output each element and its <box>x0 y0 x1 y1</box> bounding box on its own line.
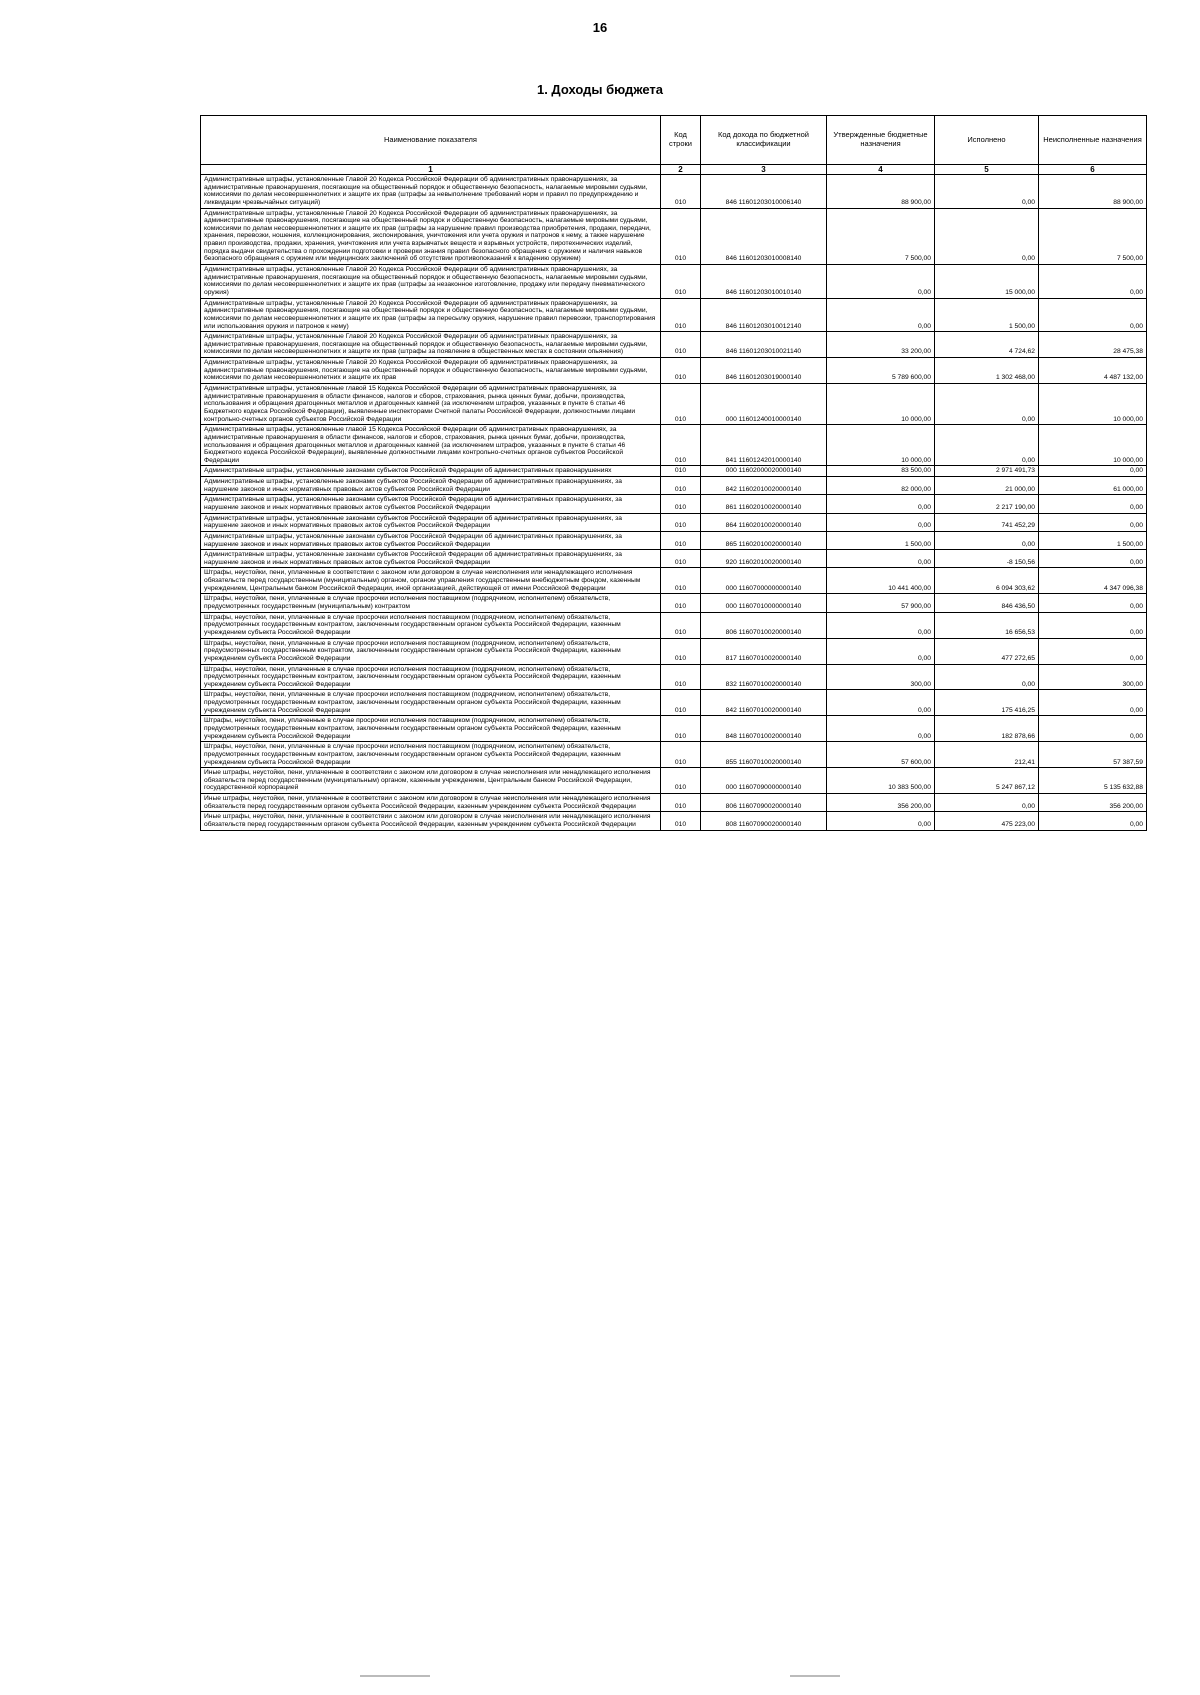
row-approved: 33 200,00 <box>827 332 935 358</box>
row-unexecuted: 4 347 096,38 <box>1039 568 1147 594</box>
row-name: Штрафы, неустойки, пени, уплаченные в случае просрочки исполнения поставщиком (подрядчиком, исполнителем) обязательств, предусмотренных государственным контрактом, заключенным государственным органом субъекта Российской Федерации, казенным учреждением субъекта Российской Федерации <box>201 742 661 768</box>
row-approved: 57 600,00 <box>827 742 935 768</box>
row-unexecuted: 0,00 <box>1039 550 1147 568</box>
row-income-code: 842 11602010020000140 <box>701 477 827 495</box>
column-number: 1 <box>201 165 661 175</box>
row-income-code: 846 11601203019000140 <box>701 358 827 384</box>
row-approved: 10 000,00 <box>827 384 935 425</box>
row-line-code: 010 <box>661 358 701 384</box>
row-income-code: 846 11601203010012140 <box>701 298 827 332</box>
row-line-code: 010 <box>661 466 701 477</box>
row-approved: 0,00 <box>827 513 935 531</box>
row-income-code: 000 11607000000000140 <box>701 568 827 594</box>
table-row <box>201 716 1147 742</box>
budget-income-table <box>200 115 1147 831</box>
column-number: 6 <box>1039 165 1147 175</box>
row-line-code: 010 <box>661 742 701 768</box>
row-executed: 846 436,50 <box>935 594 1039 612</box>
header-income-code: Код дохода по бюджетной классификации <box>701 116 827 165</box>
table-row <box>201 495 1147 513</box>
row-name: Административные штрафы, установленные Главой 20 Кодекса Российской Федерации об административных правонарушениях, за административные правонарушения, посягающие на общественный порядок и общественную безопасность, налагаемые мировыми судьями, комиссиями по делам несовершеннолетних и защите их прав (штрафы за невыполнение требований норм и правил по предупреждению и ликвидации чрезвычайных ситуаций) <box>201 175 661 209</box>
row-unexecuted: 0,00 <box>1039 265 1147 299</box>
column-number: 5 <box>935 165 1039 175</box>
row-executed: 6 094 303,62 <box>935 568 1039 594</box>
scan-mark-left <box>360 1675 430 1677</box>
row-executed: 21 000,00 <box>935 477 1039 495</box>
row-income-code: 920 11602010020000140 <box>701 550 827 568</box>
row-executed: 2 971 491,73 <box>935 466 1039 477</box>
row-unexecuted: 0,00 <box>1039 466 1147 477</box>
header-approved: Утвержденные бюджетные назначения <box>827 116 935 165</box>
table-row <box>201 175 1147 209</box>
table-header-row <box>201 116 1147 165</box>
row-unexecuted: 0,00 <box>1039 812 1147 830</box>
table-row <box>201 550 1147 568</box>
row-approved: 5 789 600,00 <box>827 358 935 384</box>
row-executed: 0,00 <box>935 175 1039 209</box>
row-unexecuted: 1 500,00 <box>1039 531 1147 549</box>
row-income-code: 846 11601203010006140 <box>701 175 827 209</box>
row-income-code: 806 11607090020000140 <box>701 794 827 812</box>
table-row <box>201 358 1147 384</box>
row-name: Административные штрафы, установленные главой 15 Кодекса Российской Федерации об административных правонарушениях, за административные правонарушения в области финансов, налогов и сборов, страхования, рынка ценных бумаг, добычи, производства, использования и обращения драгоценных металлов и драгоценных камней (за исключением штрафов, указанных в пункте 6 статьи 46 Бюджетного кодекса Российской Федерации), выявленные инспекторами Счетной палаты Российской Федерации, должностными лицами контрольно-счетных органов субъектов Российской Федерации <box>201 384 661 425</box>
table-row <box>201 664 1147 690</box>
page-number: 16 <box>592 20 608 35</box>
row-approved: 0,00 <box>827 265 935 299</box>
row-approved: 300,00 <box>827 664 935 690</box>
row-name: Штрафы, неустойки, пени, уплаченные в случае просрочки исполнения поставщиком (подрядчиком, исполнителем) обязательств, предусмотренных государственным контрактом, заключенным государственным органом субъекта Российской Федерации, казенным учреждением субъекта Российской Федерации <box>201 638 661 664</box>
table-row <box>201 466 1147 477</box>
row-executed: 2 217 190,00 <box>935 495 1039 513</box>
row-approved: 7 500,00 <box>827 208 935 264</box>
row-name: Административные штрафы, установленные законами субъектов Российской Федерации об административных правонарушениях, за нарушение законов и иных нормативных правовых актов субъектов Российской Федерации <box>201 477 661 495</box>
table-row <box>201 384 1147 425</box>
row-line-code: 010 <box>661 477 701 495</box>
column-number: 3 <box>701 165 827 175</box>
row-income-code: 842 11607010020000140 <box>701 690 827 716</box>
row-name: Административные штрафы, установленные Главой 20 Кодекса Российской Федерации об административных правонарушениях, за административные правонарушения, посягающие на общественный порядок и общественную безопасность, налагаемые мировыми судьями, комиссиями по делам несовершеннолетних и защите их прав (штрафы за пересылку оружия, нарушение правил перевозки, транспортирования или использования оружия и патронов к нему) <box>201 298 661 332</box>
row-income-code: 808 11607090020000140 <box>701 812 827 830</box>
row-income-code: 841 11601242010000140 <box>701 425 827 466</box>
document-title: 1. Доходы бюджета <box>536 82 664 97</box>
row-line-code: 010 <box>661 812 701 830</box>
row-income-code: 846 11601203010010140 <box>701 265 827 299</box>
row-approved: 356 200,00 <box>827 794 935 812</box>
row-income-code: 864 11602010020000140 <box>701 513 827 531</box>
row-name: Иные штрафы, неустойки, пени, уплаченные в соответствии с законом или договором в случае неисполнения или ненадлежащего исполнения обязательств перед государственным органом субъекта Российской Федерации, казенным учреждением субъекта Российской Федерации <box>201 794 661 812</box>
row-income-code: 855 11607010020000140 <box>701 742 827 768</box>
row-approved: 10 383 500,00 <box>827 768 935 794</box>
row-unexecuted: 5 135 632,88 <box>1039 768 1147 794</box>
table-row <box>201 638 1147 664</box>
row-unexecuted: 61 000,00 <box>1039 477 1147 495</box>
row-executed: 175 416,25 <box>935 690 1039 716</box>
row-approved: 0,00 <box>827 690 935 716</box>
row-line-code: 010 <box>661 594 701 612</box>
row-name: Административные штрафы, установленные главой 15 Кодекса Российской Федерации об административных правонарушениях, за административные правонарушения в области финансов, налогов и сборов, страхования, рынка ценных бумаг, добычи, производства, использования и обращения драгоценных металлов и драгоценных камней (за исключением штрафов, указанных в пункте 6 статьи 46 Бюджетного кодекса Российской Федерации), выявленные должностными лицами контрольно-счетных органов субъектов Российской Федерации <box>201 425 661 466</box>
row-line-code: 010 <box>661 768 701 794</box>
row-line-code: 010 <box>661 531 701 549</box>
row-income-code: 806 11607010020000140 <box>701 612 827 638</box>
row-name: Штрафы, неустойки, пени, уплаченные в случае просрочки исполнения поставщиком (подрядчиком, исполнителем) обязательств, предусмотренных государственным (муниципальным) контрактом <box>201 594 661 612</box>
table-row <box>201 425 1147 466</box>
row-unexecuted: 10 000,00 <box>1039 425 1147 466</box>
table-row <box>201 812 1147 830</box>
row-unexecuted: 7 500,00 <box>1039 208 1147 264</box>
row-approved: 0,00 <box>827 495 935 513</box>
row-income-code: 846 11601203010008140 <box>701 208 827 264</box>
header-line-code: Код строки <box>661 116 701 165</box>
row-unexecuted: 300,00 <box>1039 664 1147 690</box>
row-line-code: 010 <box>661 495 701 513</box>
row-income-code: 000 11607010000000140 <box>701 594 827 612</box>
row-line-code: 010 <box>661 425 701 466</box>
table-row <box>201 265 1147 299</box>
row-approved: 0,00 <box>827 298 935 332</box>
row-name: Штрафы, неустойки, пени, уплаченные в случае просрочки исполнения поставщиком (подрядчиком, исполнителем) обязательств, предусмотренных государственным контрактом, заключенным государственным органом субъекта Российской Федерации, казенным учреждением субъекта Российской Федерации <box>201 690 661 716</box>
column-number: 2 <box>661 165 701 175</box>
row-line-code: 010 <box>661 612 701 638</box>
table-row <box>201 794 1147 812</box>
row-unexecuted: 10 000,00 <box>1039 384 1147 425</box>
row-unexecuted: 0,00 <box>1039 495 1147 513</box>
row-name: Административные штрафы, установленные законами субъектов Российской Федерации об административных правонарушениях, за нарушение законов и иных нормативных правовых актов субъектов Российской Федерации <box>201 550 661 568</box>
row-name: Иные штрафы, неустойки, пени, уплаченные в соответствии с законом или договором в случае неисполнения или ненадлежащего исполнения обязательств перед государственным (муниципальным) органом, казенным учреждением, Центральным банком Российской Федерации, государственной корпорацией <box>201 768 661 794</box>
row-executed: 15 000,00 <box>935 265 1039 299</box>
row-executed: 475 223,00 <box>935 812 1039 830</box>
row-income-code: 865 11602010020000140 <box>701 531 827 549</box>
table-row <box>201 298 1147 332</box>
header-unexecuted: Неисполненные назначения <box>1039 116 1147 165</box>
row-line-code: 010 <box>661 690 701 716</box>
table-row <box>201 768 1147 794</box>
column-number-row <box>201 165 1147 175</box>
row-income-code: 832 11607010020000140 <box>701 664 827 690</box>
row-name: Штрафы, неустойки, пени, уплаченные в случае просрочки исполнения поставщиком (подрядчиком, исполнителем) обязательств, предусмотренных государственным контрактом, заключенным государственным органом субъекта Российской Федерации, казенным учреждением субъекта Российской Федерации <box>201 664 661 690</box>
row-income-code: 000 11607090000000140 <box>701 768 827 794</box>
row-approved: 0,00 <box>827 812 935 830</box>
row-unexecuted: 88 900,00 <box>1039 175 1147 209</box>
header-name: Наименование показателя <box>201 116 661 165</box>
row-line-code: 010 <box>661 384 701 425</box>
row-name: Штрафы, неустойки, пени, уплаченные в случае просрочки исполнения поставщиком (подрядчиком, исполнителем) обязательств, предусмотренных государственным контрактом, заключенным государственным органом субъекта Российской Федерации, казенным учреждением субъекта Российской Федерации <box>201 716 661 742</box>
header-executed: Исполнено <box>935 116 1039 165</box>
row-name: Административные штрафы, установленные Главой 20 Кодекса Российской Федерации об административных правонарушениях, за административные правонарушения, посягающие на общественный порядок и общественную безопасность, налагаемые мировыми судьями, комиссиями по делам несовершеннолетних и защите их прав (штрафы за появление в общественных местах в состоянии опьянения) <box>201 332 661 358</box>
table-row <box>201 690 1147 716</box>
row-name: Административные штрафы, установленные законами субъектов Российской Федерации об административных правонарушениях, за нарушение законов и иных нормативных правовых актов субъектов Российской Федерации <box>201 513 661 531</box>
table-row <box>201 531 1147 549</box>
row-executed: 1 302 468,00 <box>935 358 1039 384</box>
row-line-code: 010 <box>661 568 701 594</box>
row-line-code: 010 <box>661 265 701 299</box>
row-name: Административные штрафы, установленные Главой 20 Кодекса Российской Федерации об административных правонарушениях, за административные правонарушения, посягающие на общественный порядок и общественную безопасность, налагаемые мировыми судьями, комиссиями по делам несовершеннолетних и защите их прав <box>201 358 661 384</box>
row-name: Административные штрафы, установленные Главой 20 Кодекса Российской Федерации об административных правонарушениях, за административные правонарушения, посягающие на общественный порядок и общественную безопасность, налагаемые мировыми судьями, комиссиями по делам несовершеннолетних и защите их прав (штрафы за нарушение правил производства приобретения, продажи, передачи, хранения, перевозки, ношения, коллекционирования, экспонирования, уничтожения или учета оружия и патронов к нему, а также нарушение правил производства, продажи, хранения, уничтожения или учета взрывчатых веществ и взрывных устройств, пиротехнических изделий, порядка выдачи свидетельства о прохождении подготовки и проверки знания правил безопасного обращения с оружием и наличия навыков безопасного обращения с оружием или медицинских заключений об отсутствии противопоказаний к владению оружием) <box>201 208 661 264</box>
row-unexecuted: 0,00 <box>1039 690 1147 716</box>
row-unexecuted: 0,00 <box>1039 513 1147 531</box>
table-row <box>201 594 1147 612</box>
row-name: Штрафы, неустойки, пени, уплаченные в соответствии с законом или договором в случае неисполнения или ненадлежащего исполнения обязательств перед государственным (муниципальным) органом, органом управления государственным внебюджетным фондом, казенным учреждением, Центральным банком Российской Федерации, иной организацией, действующей от имени Российской Федерации <box>201 568 661 594</box>
row-line-code: 010 <box>661 513 701 531</box>
row-executed: 0,00 <box>935 425 1039 466</box>
row-executed: 16 656,53 <box>935 612 1039 638</box>
row-unexecuted: 28 475,38 <box>1039 332 1147 358</box>
row-executed: 0,00 <box>935 208 1039 264</box>
row-name: Административные штрафы, установленные законами субъектов Российской Федерации об административных правонарушениях <box>201 466 661 477</box>
table-row <box>201 742 1147 768</box>
row-unexecuted: 0,00 <box>1039 298 1147 332</box>
row-executed: 212,41 <box>935 742 1039 768</box>
row-unexecuted: 0,00 <box>1039 716 1147 742</box>
row-income-code: 000 11601240010000140 <box>701 384 827 425</box>
row-approved: 0,00 <box>827 716 935 742</box>
row-executed: 0,00 <box>935 531 1039 549</box>
row-approved: 57 900,00 <box>827 594 935 612</box>
scan-mark-right <box>790 1675 840 1677</box>
row-approved: 1 500,00 <box>827 531 935 549</box>
row-executed: 0,00 <box>935 384 1039 425</box>
row-line-code: 010 <box>661 175 701 209</box>
row-approved: 10 000,00 <box>827 425 935 466</box>
row-unexecuted: 4 487 132,00 <box>1039 358 1147 384</box>
row-line-code: 010 <box>661 332 701 358</box>
row-line-code: 010 <box>661 794 701 812</box>
row-line-code: 010 <box>661 664 701 690</box>
row-executed: 477 272,65 <box>935 638 1039 664</box>
row-executed: 5 247 867,12 <box>935 768 1039 794</box>
row-line-code: 010 <box>661 298 701 332</box>
row-approved: 10 441 400,00 <box>827 568 935 594</box>
row-approved: 0,00 <box>827 612 935 638</box>
row-approved: 82 000,00 <box>827 477 935 495</box>
row-line-code: 010 <box>661 716 701 742</box>
row-name: Административные штрафы, установленные Главой 20 Кодекса Российской Федерации об административных правонарушениях, за административные правонарушения, посягающие на общественный порядок и общественную безопасность, налагаемые мировыми судьями, комиссиями по делам несовершеннолетних и защите их прав (штрафы за незаконное изготовление, продажу или передачу пневматического оружия) <box>201 265 661 299</box>
row-executed: 4 724,62 <box>935 332 1039 358</box>
row-executed: 0,00 <box>935 664 1039 690</box>
row-approved: 88 900,00 <box>827 175 935 209</box>
row-name: Административные штрафы, установленные законами субъектов Российской Федерации об административных правонарушениях, за нарушение законов и иных нормативных правовых актов субъектов Российской Федерации <box>201 495 661 513</box>
row-name: Иные штрафы, неустойки, пени, уплаченные в соответствии с законом или договором в случае неисполнения или ненадлежащего исполнения обязательств перед государственным органом субъекта Российской Федерации, казенным учреждением субъекта Российской Федерации <box>201 812 661 830</box>
table-row <box>201 477 1147 495</box>
row-unexecuted: 0,00 <box>1039 612 1147 638</box>
row-approved: 83 500,00 <box>827 466 935 477</box>
row-line-code: 010 <box>661 208 701 264</box>
table-row <box>201 332 1147 358</box>
row-line-code: 010 <box>661 638 701 664</box>
row-unexecuted: 0,00 <box>1039 638 1147 664</box>
row-income-code: 861 11602010020000140 <box>701 495 827 513</box>
table-row <box>201 513 1147 531</box>
row-executed: -8 150,56 <box>935 550 1039 568</box>
column-number: 4 <box>827 165 935 175</box>
row-name: Административные штрафы, установленные законами субъектов Российской Федерации об административных правонарушениях, за нарушение законов и иных нормативных правовых актов субъектов Российской Федерации <box>201 531 661 549</box>
row-executed: 1 500,00 <box>935 298 1039 332</box>
row-executed: 0,00 <box>935 794 1039 812</box>
table-row <box>201 612 1147 638</box>
table-row <box>201 208 1147 264</box>
row-income-code: 817 11607010020000140 <box>701 638 827 664</box>
row-line-code: 010 <box>661 550 701 568</box>
row-unexecuted: 57 387,59 <box>1039 742 1147 768</box>
row-executed: 182 878,66 <box>935 716 1039 742</box>
row-unexecuted: 0,00 <box>1039 594 1147 612</box>
row-income-code: 000 11602000020000140 <box>701 466 827 477</box>
row-approved: 0,00 <box>827 550 935 568</box>
row-executed: 741 452,29 <box>935 513 1039 531</box>
row-income-code: 846 11601203010021140 <box>701 332 827 358</box>
row-name: Штрафы, неустойки, пени, уплаченные в случае просрочки исполнения поставщиком (подрядчиком, исполнителем) обязательств, предусмотренных государственным контрактом, заключенным государственным органом субъекта Российской Федерации, казенным учреждением субъекта Российской Федерации <box>201 612 661 638</box>
table-row <box>201 568 1147 594</box>
row-approved: 0,00 <box>827 638 935 664</box>
row-unexecuted: 356 200,00 <box>1039 794 1147 812</box>
row-income-code: 848 11607010020000140 <box>701 716 827 742</box>
